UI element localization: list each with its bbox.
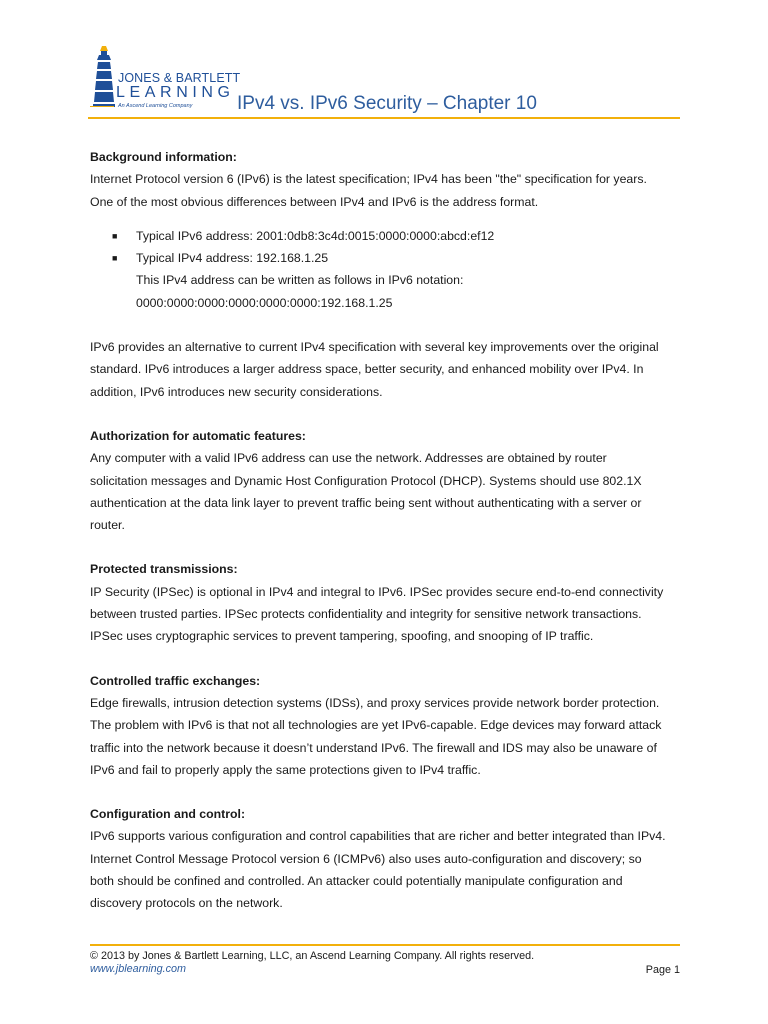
website-link[interactable]: www.jblearning.com bbox=[90, 963, 187, 975]
list-item-text: Typical IPv6 address: 2001:0db8:3c4d:0015:0000:0000:abcd:ef12 bbox=[136, 228, 495, 243]
paragraph-line: authentication at the data link layer to prevent traffic being sent without authenticating with a server or bbox=[90, 495, 642, 510]
section-heading: Authorization for automatic features: bbox=[90, 428, 306, 443]
publisher-logo bbox=[88, 44, 241, 116]
paragraph-line: The problem with IPv6 is that not all technologies are yet IPv6-capable. Edge devices may forward attack bbox=[90, 718, 662, 733]
logo-line1: JONES & BARTLETT bbox=[118, 71, 241, 85]
paragraph-line: Edge firewalls, intrusion detection systems (IDSs), and proxy services provide network border protection. bbox=[90, 695, 660, 710]
paragraph-line: Internet Protocol version 6 (IPv6) is the latest specification; IPv4 has been "the" specification for years. bbox=[90, 172, 647, 187]
paragraph-line: IPSec uses cryptographic services to prevent tampering, spoofing, and snooping of IP traffic. bbox=[90, 629, 594, 644]
paragraph-line: standard. IPv6 introduces a larger address space, better security, and enhanced mobility over IPv4. In bbox=[90, 362, 644, 377]
paragraph-line: IPv6 provides an alternative to current IPv4 specification with several key improvements over the original bbox=[90, 340, 659, 355]
logo-line2: LEARNING bbox=[116, 84, 235, 101]
document-body bbox=[90, 146, 682, 915]
paragraph-line: Internet Control Message Protocol version 6 (ICMPv6) also uses auto-configuration and discovery; so bbox=[90, 851, 642, 866]
paragraph-line: solicitation messages and Dynamic Host Configuration Protocol (DHCP). Systems should use 802.1X bbox=[90, 473, 642, 488]
paragraph-line: between trusted parties. IPSec protects confidentiality and integrity for sensitive network transactions. bbox=[90, 607, 642, 622]
section-heading: Background information: bbox=[90, 150, 237, 164]
paragraph-line: One of the most obvious differences between IPv4 and IPv6 is the address format. bbox=[90, 194, 539, 209]
logo-tagline: An Ascend Learning Company bbox=[118, 103, 193, 109]
list-item-subline: 0000:0000:0000:0000:0000:0000:192.168.1.25 bbox=[136, 295, 393, 310]
paragraph-line: Any computer with a valid IPv6 address can use the network. Addresses are obtained by router bbox=[90, 451, 607, 466]
bullet-icon: ■ bbox=[112, 253, 118, 264]
page-number: Page 1 bbox=[645, 964, 680, 976]
footer-divider bbox=[90, 944, 680, 946]
list-item-subline: This IPv4 address can be written as follows in IPv6 notation: bbox=[136, 273, 464, 288]
bullet-icon: ■ bbox=[112, 230, 118, 241]
lighthouse-icon bbox=[90, 44, 118, 110]
list-item-text: Typical IPv4 address: 192.168.1.25 bbox=[136, 251, 329, 266]
paragraph-line: router. bbox=[90, 518, 125, 533]
paragraph-line: addition, IPv6 introduces new security considerations. bbox=[90, 384, 383, 399]
paragraph-line: discovery protocols on the network. bbox=[90, 896, 283, 911]
paragraph-line: traffic into the network because it doesn’t understand IPv6. The firewall and IDS may also be unaware of bbox=[90, 740, 657, 755]
page-footer bbox=[90, 944, 680, 976]
paragraph-line: IPv6 supports various configuration and control capabilities that are richer and better integrated than IPv4. bbox=[90, 829, 666, 844]
copyright-notice: © 2013 by Jones & Bartlett Learning, LLC, an Ascend Learning Company. All rights reserved. bbox=[90, 950, 535, 962]
section-heading: Controlled traffic exchanges: bbox=[90, 673, 261, 688]
page-header bbox=[88, 44, 680, 120]
paragraph-line: IP Security (IPSec) is optional in IPv4 and integral to IPv6. IPSec provides secure end-to-end connectivity bbox=[90, 584, 664, 599]
logo-rule bbox=[90, 106, 114, 107]
list-item bbox=[112, 225, 682, 247]
list-item bbox=[112, 247, 682, 314]
header-divider bbox=[88, 117, 680, 119]
paragraph-line: both should be confined and controlled. An attacker could potentially manipulate configuration and bbox=[90, 874, 623, 889]
section-heading: Configuration and control: bbox=[90, 807, 246, 822]
section-heading: Protected transmissions: bbox=[90, 562, 238, 577]
address-examples-list bbox=[90, 225, 682, 314]
document-title: IPv4 vs. IPv6 Security – Chapter 10 bbox=[237, 93, 537, 114]
paragraph-line: IPv6 and fail to properly apply the same protections given to IPv4 traffic. bbox=[90, 762, 481, 777]
